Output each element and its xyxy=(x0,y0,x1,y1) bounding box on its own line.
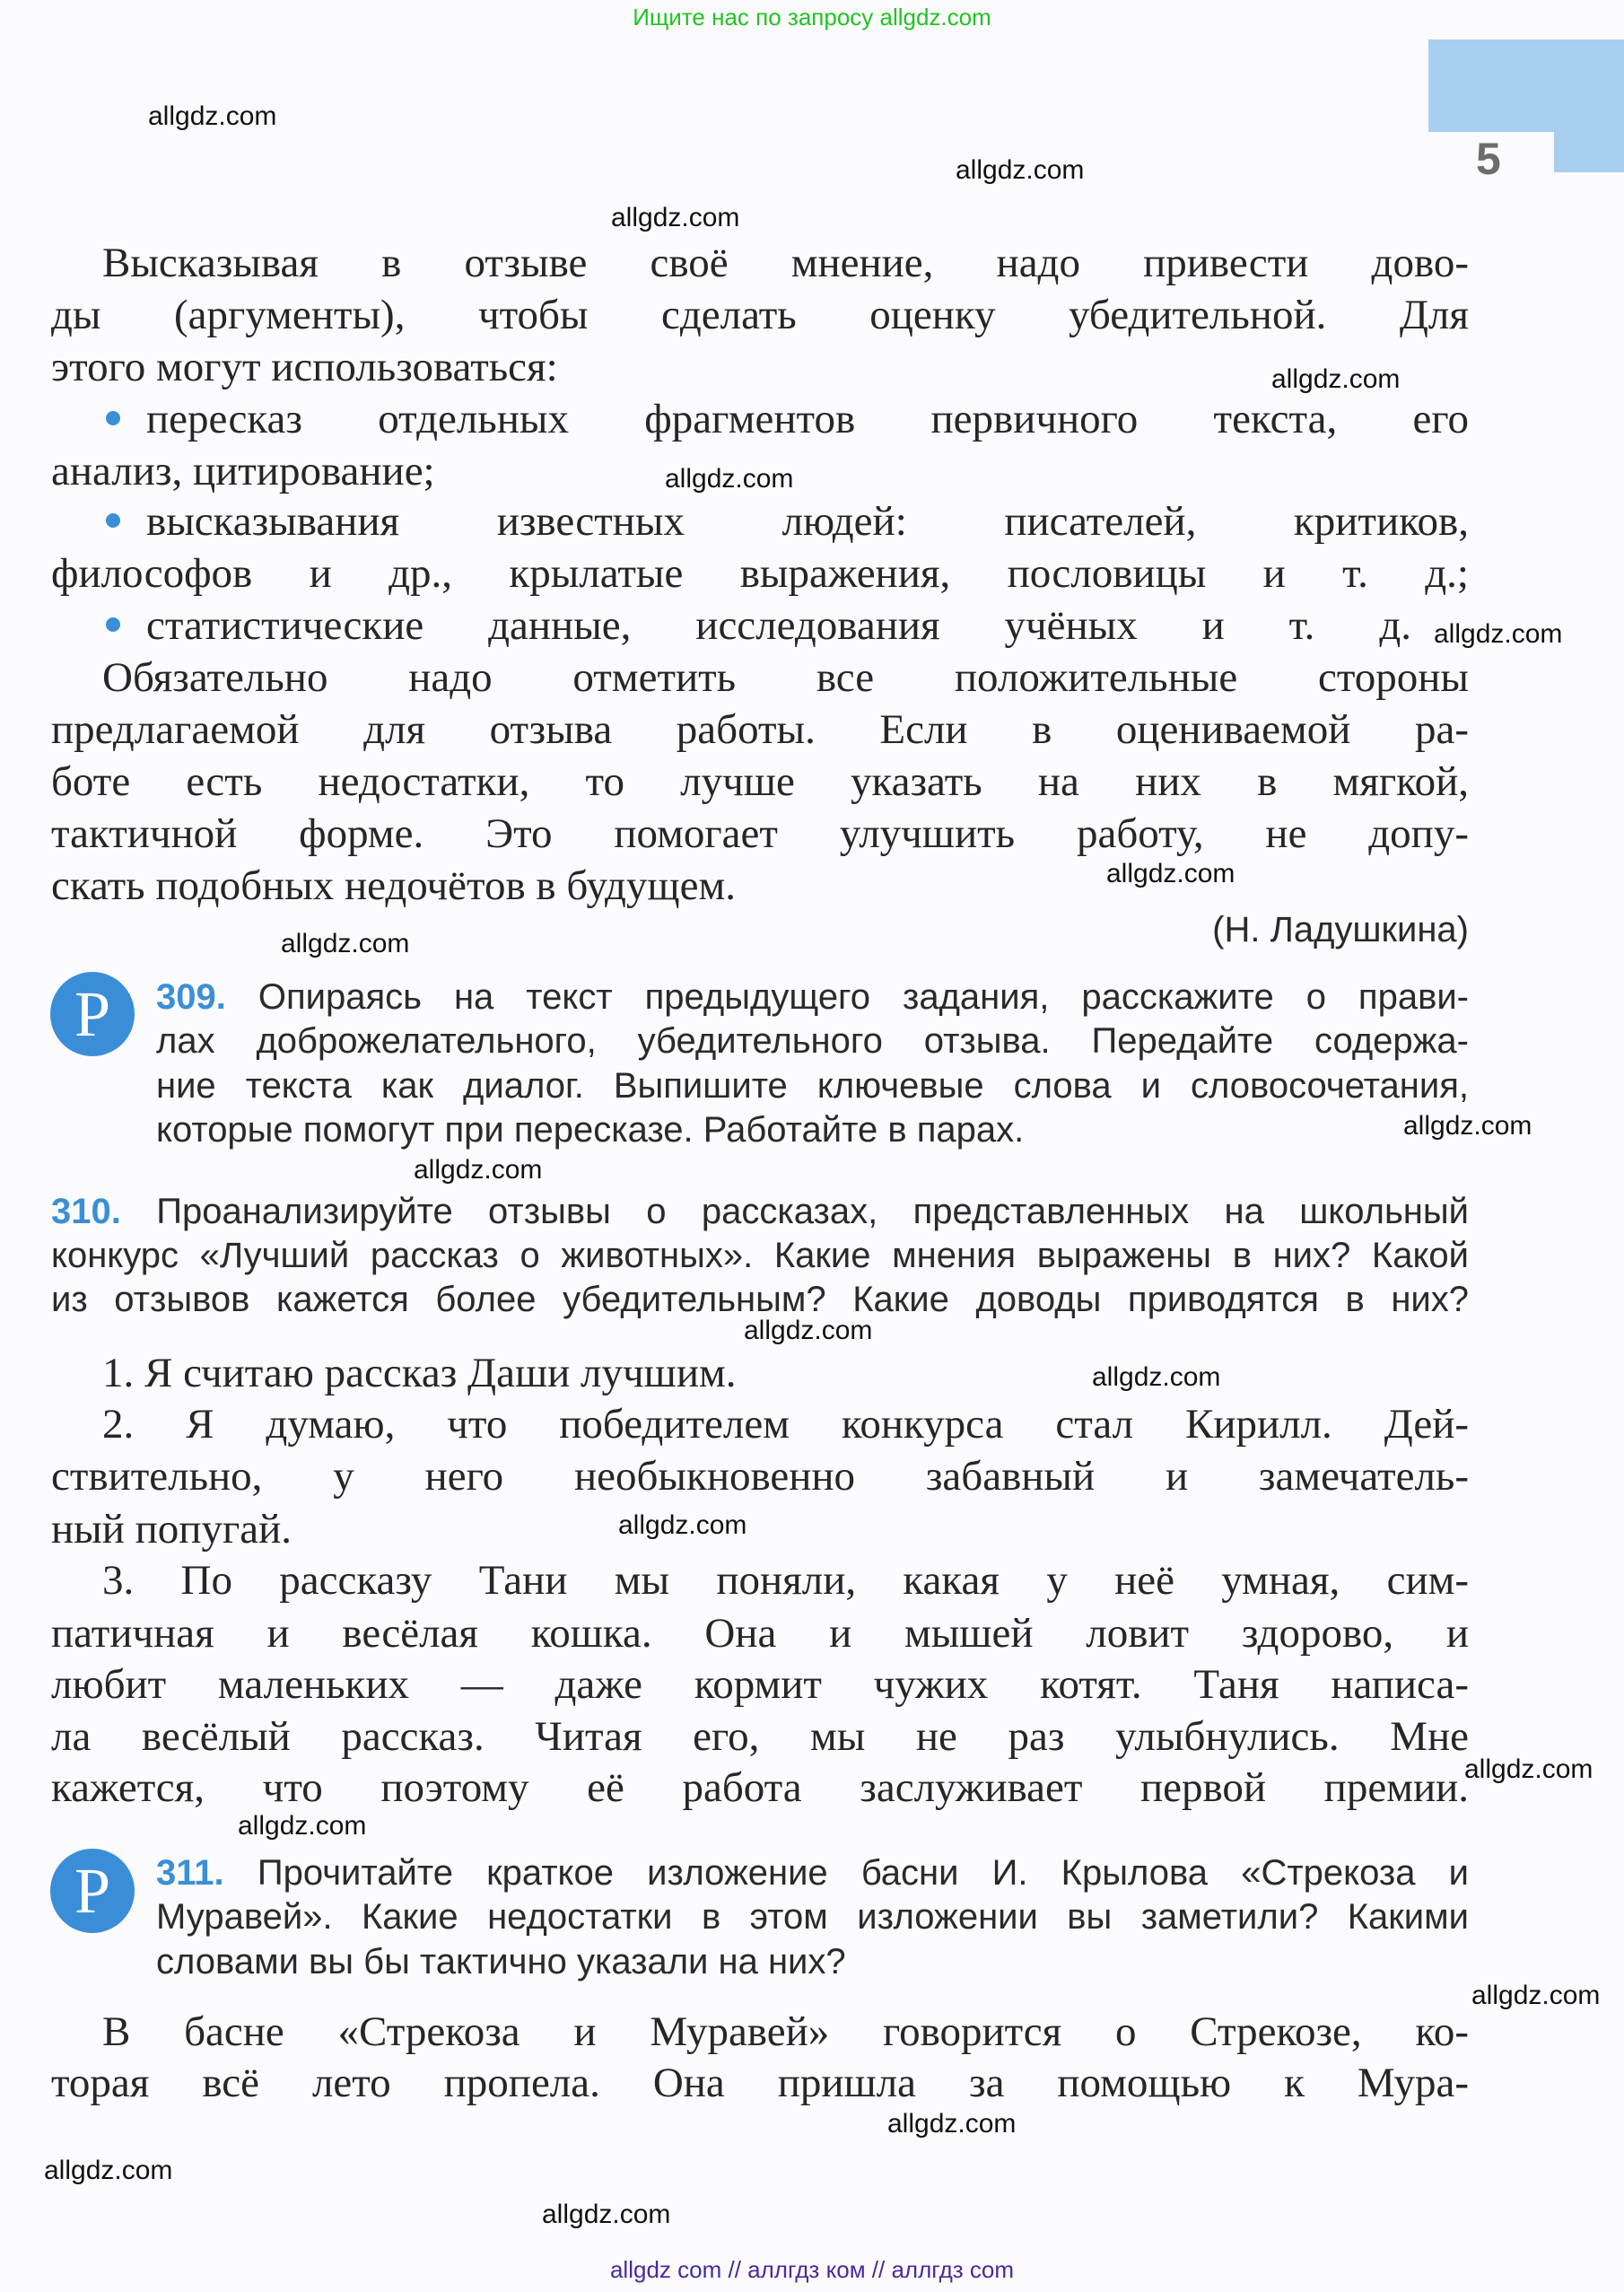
text-line: высказывания известных людей: писателей, критиков, xyxy=(146,498,1469,545)
review-line: ствительно, у него необыкновенно забавный и замечатель- xyxy=(51,1453,1469,1500)
speech-badge-icon: Р xyxy=(50,1849,135,1933)
watermark: allgdz.com xyxy=(665,464,794,494)
watermark: allgdz.com xyxy=(414,1155,543,1185)
watermark: allgdz.com xyxy=(148,101,277,131)
text-line: статистические данные, исследования учёных и т. д. xyxy=(146,602,1411,649)
watermark: allgdz.com xyxy=(1471,1981,1601,2010)
text-line: Обязательно надо отметить все положительные стороны xyxy=(102,654,1469,701)
task-line: ние текста как диалог. Выпишите ключевые слова и словосочетания, xyxy=(156,1066,1469,1106)
task-line: 309. Опираясь на текст предыдущего задания, расскажите о прави- xyxy=(156,977,1469,1017)
text-line: предлагаемой для отзыва работы. Если в оцениваемой ра- xyxy=(51,706,1469,753)
watermark: allgdz.com xyxy=(744,1316,873,1345)
page-number: 5 xyxy=(1476,134,1501,184)
page-tab-decoration xyxy=(1554,39,1624,172)
task-line: Муравей». Какие недостатки в этом изложении вы заметили? Какими xyxy=(156,1897,1469,1937)
review-line: ла весёлый рассказ. Читая его, мы не раз улыбнулись. Мне xyxy=(51,1713,1469,1760)
task-line: конкурс «Лучший рассказ о животных». Какие мнения выражены в них? Какой xyxy=(51,1236,1469,1275)
task-line: словами вы бы тактично указали на них? xyxy=(156,1942,846,1981)
bullet-icon xyxy=(106,411,120,425)
review-line: ный попугай. xyxy=(51,1506,292,1553)
fable-line: торая всё лето пропела. Она пришла за помощью к Мура- xyxy=(51,2060,1469,2106)
footer-links: allgdz com // аллгдз ком // аллгдз com xyxy=(609,2256,1015,2283)
watermark: allgdz.com xyxy=(1434,619,1563,649)
watermark: allgdz.com xyxy=(887,2109,1017,2139)
exercise-number: 311. xyxy=(156,1853,224,1893)
text-line: анализ, цитирование; xyxy=(51,448,435,494)
watermark: allgdz.com xyxy=(44,2156,173,2185)
text-line: тактичной форме. Это помогает улучшить работу, не допу- xyxy=(51,810,1469,857)
bullet-icon xyxy=(106,513,120,528)
review-line: патичная и весёлая кошка. Она и мышей ловит здорово, и xyxy=(51,1610,1469,1657)
task-line: 310. Проанализируйте отзывы о рассказах, представленных на школьный xyxy=(51,1192,1469,1231)
task-line: 311. Прочитайте краткое изложение басни И. Крылова «Стрекоза и xyxy=(156,1853,1469,1893)
watermark: allgdz.com xyxy=(1092,1362,1221,1392)
watermark: allgdz.com xyxy=(238,1811,367,1841)
text-line: боте есть недостатки, то лучше указать на них в мягкой, xyxy=(51,758,1469,805)
watermark: allgdz.com xyxy=(1403,1111,1532,1141)
watermark: allgdz.com xyxy=(1271,364,1401,394)
task-line: которые помогут при пересказе. Работайте в парах. xyxy=(156,1110,1025,1150)
exercise-number: 309. xyxy=(156,977,226,1017)
watermark: allgdz.com xyxy=(1464,1754,1593,1784)
fable-line: В басне «Стрекоза и Муравей» говорится о Стрекозе, ко- xyxy=(102,2008,1469,2055)
bullet-icon xyxy=(106,617,120,632)
watermark: allgdz.com xyxy=(1106,859,1235,888)
review-line: 1. Я считаю рассказ Даши лучшим. xyxy=(102,1350,737,1396)
exercise-number: 310. xyxy=(51,1192,121,1231)
speech-badge-icon: Р xyxy=(50,972,135,1056)
search-hint-banner: Ищите нас по запросу allgdz.com xyxy=(633,4,991,31)
watermark: allgdz.com xyxy=(956,155,1085,185)
text-line: пересказ отдельных фрагментов первичного текста, его xyxy=(146,396,1469,442)
review-line: кажется, что поэтому её работа заслуживает первой премии. xyxy=(51,1764,1469,1811)
text-line: скать подобных недочётов в будущем. xyxy=(51,862,736,909)
text-line: ды (аргументы), чтобы сделать оценку убедительной. Для xyxy=(51,292,1469,338)
author-attribution: (Н. Ладушкина) xyxy=(1212,910,1469,949)
text-line: философов и др., крылатые выражения, пословицы и т. д.; xyxy=(51,550,1469,597)
task-line: из отзывов кажется более убедительным? Какие доводы приводятся в них? xyxy=(51,1280,1469,1319)
review-line: 2. Я думаю, что победителем конкурса стал Кирилл. Дей- xyxy=(102,1401,1469,1448)
watermark: allgdz.com xyxy=(618,1510,747,1540)
watermark: allgdz.com xyxy=(542,2200,671,2229)
task-line: лах доброжелательного, убедительного отзыва. Передайте содержа- xyxy=(156,1021,1469,1061)
review-line: 3. По рассказу Тани мы поняли, какая у неё умная, сим- xyxy=(102,1557,1469,1604)
text-line: Высказывая в отзыве своё мнение, надо привести дово- xyxy=(102,240,1469,286)
watermark: allgdz.com xyxy=(281,929,410,958)
watermark: allgdz.com xyxy=(611,203,740,232)
review-line: любит маленьких — даже кормит чужих котят. Таня написа- xyxy=(51,1661,1469,1708)
text-line: этого могут использоваться: xyxy=(51,344,558,390)
